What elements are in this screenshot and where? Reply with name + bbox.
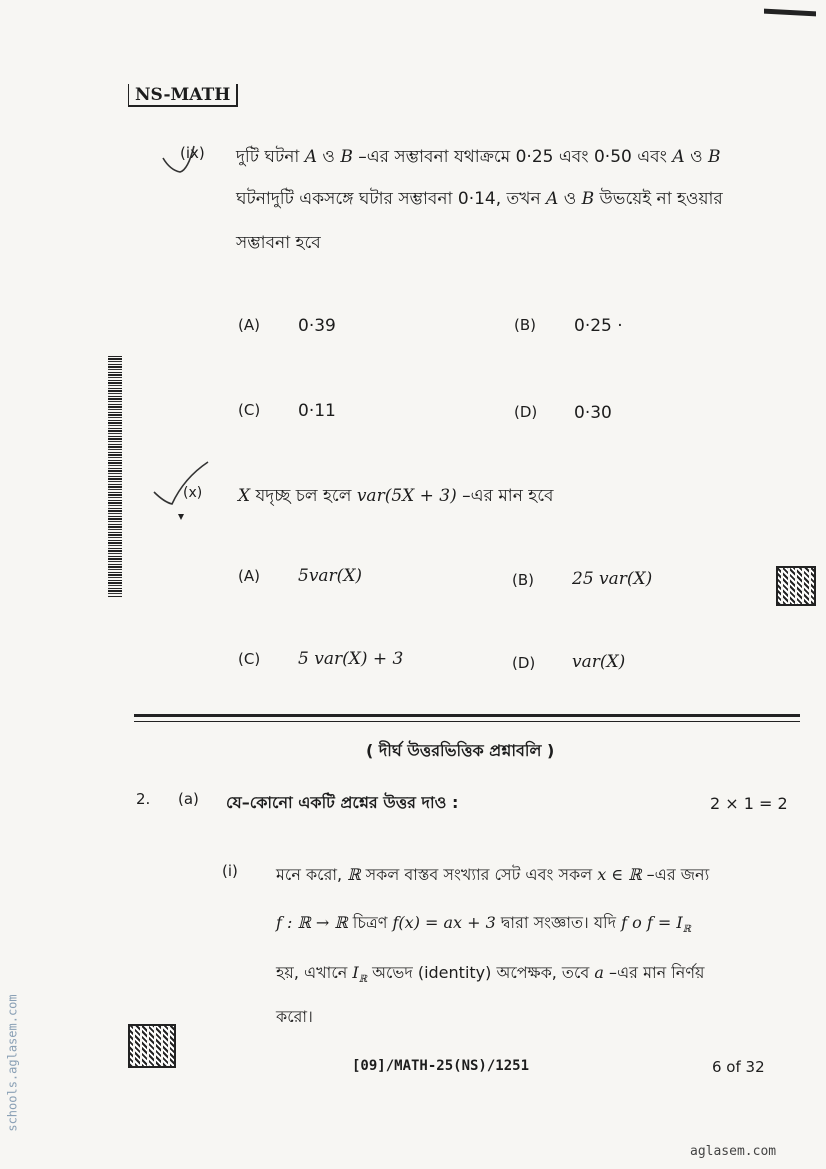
q9-and-2: ও bbox=[690, 147, 703, 167]
q9-p2: 0·50 bbox=[593, 147, 632, 167]
q2i-l3-a: হয়, এখানে bbox=[276, 963, 348, 982]
q10-var-x: X bbox=[238, 486, 251, 506]
q9-and-3: ও bbox=[563, 189, 577, 209]
q9-line2-a: ঘটনাদুটি একসঙ্গে ঘটার সম্ভাবনা bbox=[236, 189, 453, 209]
q2i-R: ℝ bbox=[347, 865, 361, 884]
question-2-marks: 2 × 1 = 2 bbox=[710, 794, 788, 813]
q2i-fof: f o f = I bbox=[621, 913, 683, 932]
q2i-I: I bbox=[352, 963, 359, 982]
q10-option-d-value: var(X) bbox=[572, 652, 626, 672]
q9-option-a-value: 0·39 bbox=[298, 316, 336, 336]
paper-code-header: NS-MATH bbox=[128, 84, 238, 107]
q2i-l2-a: চিত্রণ bbox=[352, 913, 388, 932]
q2i-map: f : ℝ → ℝ bbox=[276, 913, 348, 932]
q2i-l1-b: সকল বাস্তব সংখ্যার সেট এবং সকল bbox=[365, 865, 593, 884]
q9-var-a-3: A bbox=[546, 189, 559, 209]
barcode-graphic bbox=[108, 356, 122, 598]
q9-option-b-value: 0·25 · bbox=[574, 316, 623, 336]
q9-option-c-label: (C) bbox=[238, 401, 261, 419]
q2i-l1-a: মনে করো, bbox=[276, 865, 343, 884]
q2i-l3-c: –এর মান নির্ণয় bbox=[609, 963, 705, 982]
q10-option-a-value: 5var(X) bbox=[298, 566, 363, 586]
q9-text-b: –এর সম্ভাবনা যথাক্রমে bbox=[358, 147, 511, 167]
sub-question-line1 bbox=[276, 862, 709, 889]
sub-question-number: (i) bbox=[222, 862, 238, 880]
q2i-a-var: a bbox=[594, 963, 604, 982]
q2i-l2-b: দ্বারা সংজ্ঞাত। যদি bbox=[500, 913, 617, 932]
sub-question-line2 bbox=[276, 910, 691, 937]
q10-option-a-label: (A) bbox=[238, 567, 260, 585]
q9-var-b-2: B bbox=[707, 147, 721, 167]
question-x-line1 bbox=[238, 483, 554, 511]
q9-option-d-label: (D) bbox=[514, 403, 538, 421]
q2i-l1-c: –এর জন্য bbox=[646, 865, 710, 884]
q9-var-b-3: B bbox=[581, 189, 595, 209]
q2i-l3-b: অভেদ (identity) অপেক্ষক, তবে bbox=[372, 963, 590, 982]
question-2-instruction: যে–কোনো একটি প্রশ্নের উত্তর দাও : bbox=[226, 793, 459, 812]
question-ix-number: (ix) bbox=[180, 144, 205, 162]
qr-code-graphic-bottom bbox=[128, 1024, 176, 1068]
section-title: ( দীর্ঘ উত্তরভিত্তিক প্রশ্নাবলি ) bbox=[366, 741, 555, 760]
q9-p1: 0·25 bbox=[515, 147, 554, 167]
question-ix-line3: সম্ভাবনা হবে bbox=[236, 233, 321, 253]
q9-line2-b: তখন bbox=[506, 189, 541, 209]
q9-p3: 0·14, bbox=[457, 189, 502, 209]
q10-text-b: –এর মান হবে bbox=[462, 486, 554, 506]
q9-option-b-label: (B) bbox=[514, 316, 536, 334]
q9-line2-c: উভয়েই না হওয়ার bbox=[599, 189, 723, 209]
sub-question-line4: করো। bbox=[276, 1007, 313, 1026]
q10-text-a: যদৃচ্ছ চল হলে bbox=[255, 486, 352, 506]
question-2-number: 2. bbox=[136, 790, 151, 808]
q9-option-a-label: (A) bbox=[238, 316, 260, 334]
q10-expr: var(5X + 3) bbox=[356, 486, 457, 506]
q10-option-c-label: (C) bbox=[238, 650, 261, 668]
q10-option-c-value: 5 var(X) + 3 bbox=[298, 649, 404, 669]
q2i-x: x ∈ ℝ bbox=[597, 865, 642, 884]
question-ix-line2 bbox=[236, 186, 723, 214]
q9-var-a-2: A bbox=[672, 147, 685, 167]
qr-code-graphic bbox=[776, 566, 816, 606]
q10-option-d-label: (D) bbox=[512, 654, 536, 672]
question-2-part: (a) bbox=[178, 790, 199, 808]
tick-mark-icon bbox=[150, 458, 212, 522]
q2i-I-sub: ℝ bbox=[358, 974, 368, 986]
section-divider bbox=[134, 714, 800, 717]
section-divider-thin bbox=[134, 721, 800, 722]
q9-option-c-value: 0·11 bbox=[298, 401, 336, 421]
q9-and: ও bbox=[322, 147, 335, 167]
question-ix-line1 bbox=[236, 144, 720, 172]
q10-option-b-value: 25 var(X) bbox=[572, 569, 653, 589]
q9-ebong: এবং bbox=[558, 147, 589, 167]
side-watermark: schools.aglasem.com bbox=[5, 994, 20, 1132]
scan-mark bbox=[764, 9, 816, 17]
q9-text-a: দুটি ঘটনা bbox=[236, 147, 300, 167]
q9-text-c: এবং bbox=[637, 147, 667, 167]
q2i-fof-sub: ℝ bbox=[682, 924, 691, 936]
q9-var-a: A bbox=[304, 147, 317, 167]
q2i-fx: f(x) = ax + 3 bbox=[392, 913, 496, 932]
q9-var-b: B bbox=[340, 147, 353, 167]
question-x-number: (x) bbox=[183, 485, 203, 501]
footer-paper-code: [09]/MATH-25(NS)/1251 bbox=[352, 1058, 530, 1074]
sub-question-line3 bbox=[276, 960, 704, 987]
q10-option-b-label: (B) bbox=[512, 571, 534, 589]
q9-option-d-value: 0·30 bbox=[574, 403, 612, 423]
corner-watermark: aglasem.com bbox=[690, 1144, 777, 1159]
footer-page-number: 6 of 32 bbox=[712, 1058, 765, 1076]
